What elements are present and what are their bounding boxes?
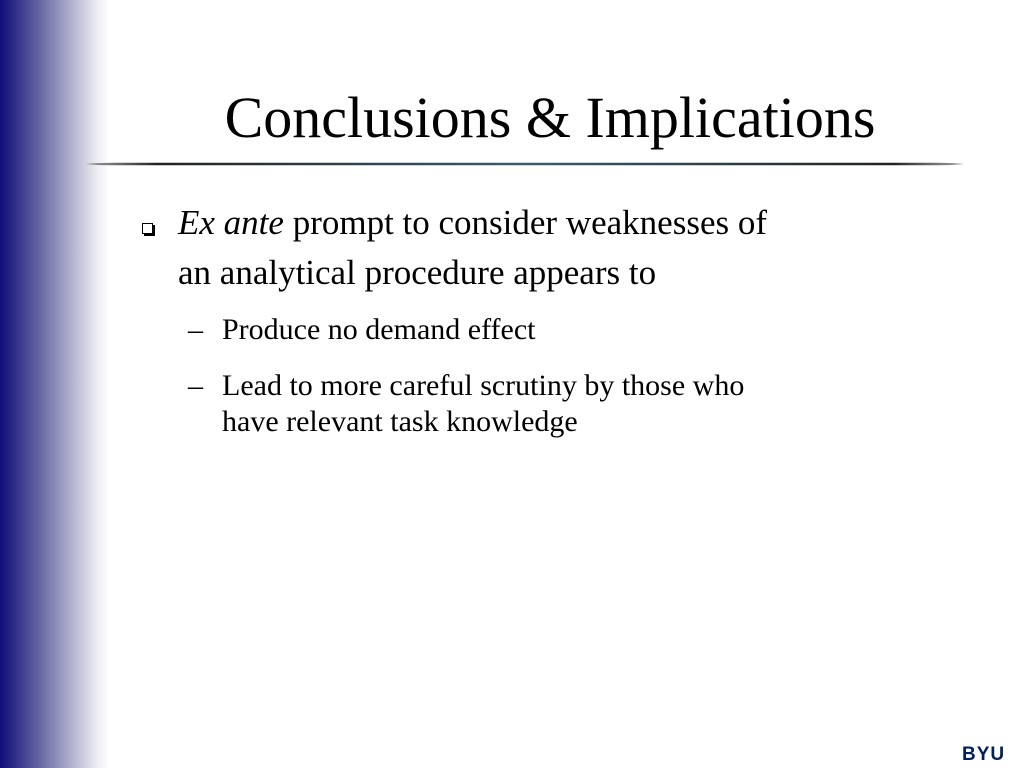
bullet-list (136, 198, 966, 440)
sub-bullet-item (136, 312, 966, 348)
sub-bullet-line: Lead to more careful scrutiny by those who (222, 369, 745, 402)
sub-bullet-line: have relevant task knowledge (222, 405, 578, 438)
title-underline-graphic (86, 162, 964, 166)
bullet-line-1 (178, 198, 966, 248)
left-gradient-bar (0, 0, 110, 768)
slide-title: Conclusions & Implications (224, 85, 876, 150)
byu-logo: BYU (962, 744, 1006, 765)
bullet-item (136, 198, 966, 298)
dash-bullet: – (188, 369, 203, 402)
sub-bullet-item (136, 368, 966, 440)
square-bullet-icon (142, 223, 153, 234)
title-underline (86, 162, 964, 166)
dash-bullet: – (188, 313, 203, 346)
italic-term: Ex ante (178, 203, 284, 242)
bullet-line-1-rest: prompt to consider weaknesses of (283, 203, 768, 242)
sub-bullet-line: Produce no demand effect (222, 313, 536, 346)
bullet-line-2: an analytical procedure appears to (178, 253, 657, 292)
